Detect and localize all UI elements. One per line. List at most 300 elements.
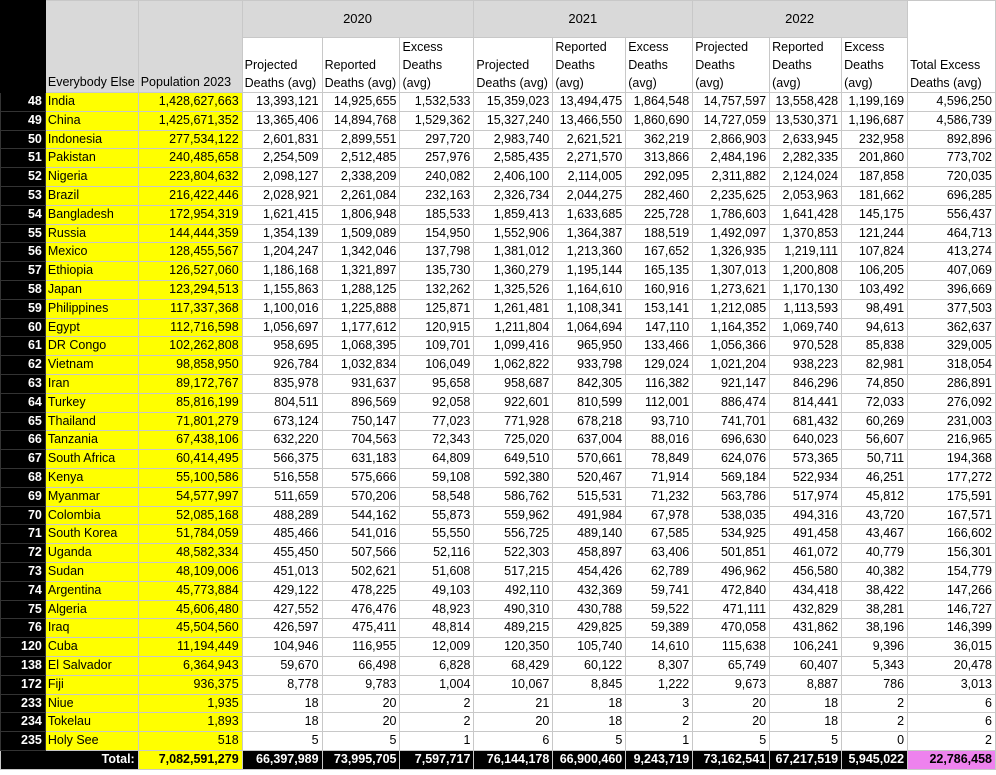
population-cell[interactable]: 123,294,513 (138, 280, 242, 299)
total-excess-cell[interactable]: 556,437 (908, 205, 996, 224)
projected-2020-cell[interactable]: 566,375 (242, 450, 322, 469)
reported-2020-cell[interactable]: 2,512,485 (322, 149, 400, 168)
reported-2022-cell[interactable]: 522,934 (770, 468, 842, 487)
population-cell[interactable]: 48,582,334 (138, 544, 242, 563)
reported-2020-cell[interactable]: 116,955 (322, 638, 400, 657)
total-excess-cell[interactable]: 318,054 (908, 356, 996, 375)
reported-2021-cell[interactable]: 8,845 (553, 675, 626, 694)
excess-2020-cell[interactable]: 49,103 (400, 581, 474, 600)
totals-label[interactable]: Total: (1, 750, 139, 769)
reported-2021-cell[interactable]: 491,984 (553, 506, 626, 525)
excess-2020-cell[interactable]: 1 (400, 732, 474, 751)
total-excess-cell[interactable]: 720,035 (908, 168, 996, 187)
excess-2020-cell[interactable]: 1,532,533 (400, 93, 474, 112)
projected-2021-cell[interactable]: 1,211,804 (474, 318, 553, 337)
population-cell[interactable]: 6,364,943 (138, 656, 242, 675)
reported-2022-cell[interactable]: 461,072 (770, 544, 842, 563)
excess-2022-cell[interactable]: 38,196 (842, 619, 908, 638)
row-rank-cell[interactable]: 64 (1, 393, 46, 412)
projected-2020-cell[interactable]: 673,124 (242, 412, 322, 431)
row-rank-cell[interactable]: 65 (1, 412, 46, 431)
row-rank-cell[interactable]: 71 (1, 525, 46, 544)
country-name-cell[interactable]: DR Congo (45, 337, 138, 356)
row-rank-cell[interactable]: 52 (1, 168, 46, 187)
projected-2020-cell[interactable]: 516,558 (242, 468, 322, 487)
excess-2021-cell[interactable]: 133,466 (626, 337, 693, 356)
total-excess-cell[interactable]: 413,274 (908, 243, 996, 262)
projected-2020-cell[interactable]: 104,946 (242, 638, 322, 657)
total-excess-cell[interactable]: 286,891 (908, 374, 996, 393)
projected-2021-cell[interactable]: 522,303 (474, 544, 553, 563)
population-cell[interactable]: 102,262,808 (138, 337, 242, 356)
projected-2022-cell[interactable]: 14,757,597 (693, 93, 770, 112)
excess-2022-cell[interactable]: 103,492 (842, 280, 908, 299)
reported-2022-cell[interactable]: 681,432 (770, 412, 842, 431)
excess-2021-cell[interactable]: 167,652 (626, 243, 693, 262)
population-cell[interactable]: 85,816,199 (138, 393, 242, 412)
excess-2021-cell[interactable]: 313,866 (626, 149, 693, 168)
excess-2021-cell[interactable]: 59,741 (626, 581, 693, 600)
country-name-cell[interactable]: Iraq (45, 619, 138, 638)
projected-2022-cell[interactable]: 115,638 (693, 638, 770, 657)
total-excess-cell[interactable]: 6 (908, 694, 996, 713)
excess-2020-cell[interactable]: 72,343 (400, 431, 474, 450)
excess-2022-cell[interactable]: 38,422 (842, 581, 908, 600)
projected-2021-cell[interactable]: 1,552,906 (474, 224, 553, 243)
population-cell[interactable]: 98,858,950 (138, 356, 242, 375)
excess-2020-cell[interactable]: 1,529,362 (400, 111, 474, 130)
col-header-excess-2020[interactable]: Excess Deaths (avg) (400, 38, 474, 93)
total-excess-cell[interactable]: 696,285 (908, 186, 996, 205)
projected-2020-cell[interactable]: 2,254,509 (242, 149, 322, 168)
reported-2020-cell[interactable]: 570,206 (322, 487, 400, 506)
projected-2022-cell[interactable]: 470,058 (693, 619, 770, 638)
country-name-cell[interactable]: Pakistan (45, 149, 138, 168)
reported-2022-cell[interactable]: 432,829 (770, 600, 842, 619)
projected-2022-cell[interactable]: 14,727,059 (693, 111, 770, 130)
excess-2022-cell[interactable]: 74,850 (842, 374, 908, 393)
reported-2021-cell[interactable]: 60,122 (553, 656, 626, 675)
reported-2022-cell[interactable]: 491,458 (770, 525, 842, 544)
row-rank-cell[interactable]: 60 (1, 318, 46, 337)
col-header-everybody-else[interactable]: Everybody Else (45, 1, 138, 93)
projected-2021-cell[interactable]: 1,062,822 (474, 356, 553, 375)
population-cell[interactable]: 1,428,627,663 (138, 93, 242, 112)
row-rank-cell[interactable]: 76 (1, 619, 46, 638)
reported-2022-cell[interactable]: 1,200,808 (770, 262, 842, 281)
projected-2020-cell[interactable]: 1,621,415 (242, 205, 322, 224)
reported-2022-cell[interactable]: 970,528 (770, 337, 842, 356)
excess-2020-cell[interactable]: 48,814 (400, 619, 474, 638)
country-name-cell[interactable]: Argentina (45, 581, 138, 600)
projected-2020-cell[interactable]: 13,365,406 (242, 111, 322, 130)
row-rank-cell[interactable]: 72 (1, 544, 46, 563)
total-excess-cell[interactable]: 2 (908, 732, 996, 751)
population-cell[interactable]: 45,606,480 (138, 600, 242, 619)
country-name-cell[interactable]: Egypt (45, 318, 138, 337)
total-excess-cell[interactable]: 362,637 (908, 318, 996, 337)
total-excess-cell[interactable]: 773,702 (908, 149, 996, 168)
excess-2020-cell[interactable]: 55,873 (400, 506, 474, 525)
country-name-cell[interactable]: El Salvador (45, 656, 138, 675)
excess-2020-cell[interactable]: 1,004 (400, 675, 474, 694)
country-name-cell[interactable]: Holy See (45, 732, 138, 751)
projected-2020-cell[interactable]: 455,450 (242, 544, 322, 563)
country-name-cell[interactable]: Fiji (45, 675, 138, 694)
country-name-cell[interactable]: Tokelau (45, 713, 138, 732)
reported-2021-cell[interactable]: 2,621,521 (553, 130, 626, 149)
projected-2021-cell[interactable]: 21 (474, 694, 553, 713)
reported-2020-cell[interactable]: 20 (322, 694, 400, 713)
excess-2020-cell[interactable]: 64,809 (400, 450, 474, 469)
projected-2022-cell[interactable]: 534,925 (693, 525, 770, 544)
projected-2022-cell[interactable]: 921,147 (693, 374, 770, 393)
population-cell[interactable]: 144,444,359 (138, 224, 242, 243)
excess-2020-cell[interactable]: 52,116 (400, 544, 474, 563)
population-cell[interactable]: 172,954,319 (138, 205, 242, 224)
projected-2021-cell[interactable]: 10,067 (474, 675, 553, 694)
population-cell[interactable]: 518 (138, 732, 242, 751)
reported-2021-cell[interactable]: 454,426 (553, 562, 626, 581)
reported-2022-cell[interactable]: 5 (770, 732, 842, 751)
excess-2022-cell[interactable]: 43,720 (842, 506, 908, 525)
totals-reported-2021[interactable]: 66,900,460 (553, 750, 626, 769)
projected-2022-cell[interactable]: 1,273,621 (693, 280, 770, 299)
row-rank-cell[interactable]: 54 (1, 205, 46, 224)
projected-2022-cell[interactable]: 472,840 (693, 581, 770, 600)
projected-2020-cell[interactable]: 59,670 (242, 656, 322, 675)
excess-2022-cell[interactable]: 40,779 (842, 544, 908, 563)
excess-2022-cell[interactable]: 232,958 (842, 130, 908, 149)
reported-2022-cell[interactable]: 60,407 (770, 656, 842, 675)
excess-2020-cell[interactable]: 6,828 (400, 656, 474, 675)
projected-2020-cell[interactable]: 511,659 (242, 487, 322, 506)
projected-2020-cell[interactable]: 451,013 (242, 562, 322, 581)
reported-2021-cell[interactable]: 18 (553, 713, 626, 732)
projected-2021-cell[interactable]: 1,859,413 (474, 205, 553, 224)
projected-2021-cell[interactable]: 492,110 (474, 581, 553, 600)
reported-2022-cell[interactable]: 1,113,593 (770, 299, 842, 318)
projected-2020-cell[interactable]: 958,695 (242, 337, 322, 356)
country-name-cell[interactable]: Bangladesh (45, 205, 138, 224)
excess-2020-cell[interactable]: 185,533 (400, 205, 474, 224)
grand-total-excess[interactable]: 22,786,458 (908, 750, 996, 769)
reported-2020-cell[interactable]: 750,147 (322, 412, 400, 431)
excess-2020-cell[interactable]: 257,976 (400, 149, 474, 168)
projected-2021-cell[interactable]: 2,406,100 (474, 168, 553, 187)
reported-2020-cell[interactable]: 2,899,551 (322, 130, 400, 149)
row-rank-cell[interactable]: 138 (1, 656, 46, 675)
reported-2021-cell[interactable]: 1,195,144 (553, 262, 626, 281)
excess-2022-cell[interactable]: 145,175 (842, 205, 908, 224)
projected-2022-cell[interactable]: 1,021,204 (693, 356, 770, 375)
projected-2020-cell[interactable]: 18 (242, 694, 322, 713)
excess-2021-cell[interactable]: 14,610 (626, 638, 693, 657)
excess-2020-cell[interactable]: 51,608 (400, 562, 474, 581)
totals-population[interactable]: 7,082,591,279 (138, 750, 242, 769)
population-cell[interactable]: 117,337,368 (138, 299, 242, 318)
row-rank-cell[interactable]: 235 (1, 732, 46, 751)
reported-2020-cell[interactable]: 1,225,888 (322, 299, 400, 318)
excess-2021-cell[interactable]: 2 (626, 713, 693, 732)
population-cell[interactable]: 11,194,449 (138, 638, 242, 657)
reported-2020-cell[interactable]: 1,068,395 (322, 337, 400, 356)
population-cell[interactable]: 1,893 (138, 713, 242, 732)
projected-2022-cell[interactable]: 2,311,882 (693, 168, 770, 187)
projected-2021-cell[interactable]: 1,381,012 (474, 243, 553, 262)
reported-2020-cell[interactable]: 507,566 (322, 544, 400, 563)
population-cell[interactable]: 51,784,059 (138, 525, 242, 544)
excess-2022-cell[interactable]: 0 (842, 732, 908, 751)
excess-2021-cell[interactable]: 153,141 (626, 299, 693, 318)
projected-2022-cell[interactable]: 1,056,366 (693, 337, 770, 356)
projected-2020-cell[interactable]: 1,354,139 (242, 224, 322, 243)
projected-2021-cell[interactable]: 2,326,734 (474, 186, 553, 205)
projected-2022-cell[interactable]: 886,474 (693, 393, 770, 412)
projected-2021-cell[interactable]: 559,962 (474, 506, 553, 525)
population-cell[interactable]: 54,577,997 (138, 487, 242, 506)
excess-2022-cell[interactable]: 106,205 (842, 262, 908, 281)
total-excess-cell[interactable]: 4,596,250 (908, 93, 996, 112)
row-rank-cell[interactable]: 120 (1, 638, 46, 657)
total-excess-cell[interactable]: 407,069 (908, 262, 996, 281)
excess-2020-cell[interactable]: 106,049 (400, 356, 474, 375)
excess-2022-cell[interactable]: 38,281 (842, 600, 908, 619)
excess-2022-cell[interactable]: 201,860 (842, 149, 908, 168)
excess-2022-cell[interactable]: 60,269 (842, 412, 908, 431)
row-rank-cell[interactable]: 172 (1, 675, 46, 694)
projected-2020-cell[interactable]: 2,601,831 (242, 130, 322, 149)
reported-2020-cell[interactable]: 478,225 (322, 581, 400, 600)
excess-2021-cell[interactable]: 67,585 (626, 525, 693, 544)
excess-2022-cell[interactable]: 1,199,169 (842, 93, 908, 112)
totals-reported-2020[interactable]: 73,995,705 (322, 750, 400, 769)
projected-2021-cell[interactable]: 15,327,240 (474, 111, 553, 130)
row-rank-cell[interactable]: 74 (1, 581, 46, 600)
row-rank-cell[interactable]: 69 (1, 487, 46, 506)
row-rank-cell[interactable]: 234 (1, 713, 46, 732)
reported-2021-cell[interactable]: 1,164,610 (553, 280, 626, 299)
projected-2020-cell[interactable]: 1,186,168 (242, 262, 322, 281)
reported-2020-cell[interactable]: 1,288,125 (322, 280, 400, 299)
reported-2022-cell[interactable]: 434,418 (770, 581, 842, 600)
projected-2022-cell[interactable]: 5 (693, 732, 770, 751)
total-excess-cell[interactable]: 146,399 (908, 619, 996, 638)
excess-2022-cell[interactable]: 1,196,687 (842, 111, 908, 130)
country-name-cell[interactable]: Ethiopia (45, 262, 138, 281)
reported-2022-cell[interactable]: 13,558,428 (770, 93, 842, 112)
projected-2021-cell[interactable]: 6 (474, 732, 553, 751)
country-name-cell[interactable]: Brazil (45, 186, 138, 205)
projected-2020-cell[interactable]: 485,466 (242, 525, 322, 544)
projected-2020-cell[interactable]: 835,978 (242, 374, 322, 393)
excess-2020-cell[interactable]: 95,658 (400, 374, 474, 393)
population-cell[interactable]: 936,375 (138, 675, 242, 694)
reported-2022-cell[interactable]: 1,219,111 (770, 243, 842, 262)
col-header-reported-2021[interactable]: Reported Deaths (avg) (553, 38, 626, 93)
projected-2022-cell[interactable]: 2,866,903 (693, 130, 770, 149)
reported-2021-cell[interactable]: 570,661 (553, 450, 626, 469)
excess-2020-cell[interactable]: 132,262 (400, 280, 474, 299)
excess-2021-cell[interactable]: 225,728 (626, 205, 693, 224)
projected-2020-cell[interactable]: 804,511 (242, 393, 322, 412)
reported-2022-cell[interactable]: 18 (770, 713, 842, 732)
projected-2020-cell[interactable]: 926,784 (242, 356, 322, 375)
reported-2022-cell[interactable]: 18 (770, 694, 842, 713)
reported-2021-cell[interactable]: 965,950 (553, 337, 626, 356)
reported-2022-cell[interactable]: 846,296 (770, 374, 842, 393)
excess-2021-cell[interactable]: 362,219 (626, 130, 693, 149)
reported-2020-cell[interactable]: 475,411 (322, 619, 400, 638)
projected-2021-cell[interactable]: 1,325,526 (474, 280, 553, 299)
excess-2022-cell[interactable]: 181,662 (842, 186, 908, 205)
projected-2021-cell[interactable]: 489,215 (474, 619, 553, 638)
row-rank-cell[interactable]: 73 (1, 562, 46, 581)
col-header-projected-2021[interactable]: Projected Deaths (avg) (474, 38, 553, 93)
reported-2021-cell[interactable]: 489,140 (553, 525, 626, 544)
projected-2021-cell[interactable]: 1,360,279 (474, 262, 553, 281)
projected-2020-cell[interactable]: 2,098,127 (242, 168, 322, 187)
total-excess-cell[interactable]: 154,779 (908, 562, 996, 581)
reported-2022-cell[interactable]: 2,053,963 (770, 186, 842, 205)
projected-2022-cell[interactable]: 2,484,196 (693, 149, 770, 168)
row-rank-cell[interactable]: 53 (1, 186, 46, 205)
projected-2021-cell[interactable]: 556,725 (474, 525, 553, 544)
total-excess-cell[interactable]: 329,005 (908, 337, 996, 356)
excess-2022-cell[interactable]: 5,343 (842, 656, 908, 675)
excess-2020-cell[interactable]: 12,009 (400, 638, 474, 657)
reported-2021-cell[interactable]: 18 (553, 694, 626, 713)
col-header-excess-2021[interactable]: Excess Deaths (avg) (626, 38, 693, 93)
excess-2022-cell[interactable]: 82,981 (842, 356, 908, 375)
excess-2020-cell[interactable]: 58,548 (400, 487, 474, 506)
reported-2020-cell[interactable]: 1,321,897 (322, 262, 400, 281)
excess-2022-cell[interactable]: 40,382 (842, 562, 908, 581)
excess-2021-cell[interactable]: 165,135 (626, 262, 693, 281)
reported-2020-cell[interactable]: 2,261,084 (322, 186, 400, 205)
totals-projected-2021[interactable]: 76,144,178 (474, 750, 553, 769)
reported-2022-cell[interactable]: 8,887 (770, 675, 842, 694)
row-rank-cell[interactable]: 57 (1, 262, 46, 281)
row-rank-cell[interactable]: 49 (1, 111, 46, 130)
excess-2021-cell[interactable]: 1,860,690 (626, 111, 693, 130)
year-header-2022[interactable]: 2022 (693, 1, 908, 38)
projected-2020-cell[interactable]: 1,100,016 (242, 299, 322, 318)
col-header-population[interactable]: Population 2023 (138, 1, 242, 93)
projected-2021-cell[interactable]: 2,585,435 (474, 149, 553, 168)
col-header-reported-2020[interactable]: Reported Deaths (avg) (322, 38, 400, 93)
projected-2021-cell[interactable]: 120,350 (474, 638, 553, 657)
projected-2022-cell[interactable]: 569,184 (693, 468, 770, 487)
reported-2020-cell[interactable]: 544,162 (322, 506, 400, 525)
reported-2021-cell[interactable]: 2,271,570 (553, 149, 626, 168)
reported-2021-cell[interactable]: 678,218 (553, 412, 626, 431)
projected-2021-cell[interactable]: 649,510 (474, 450, 553, 469)
reported-2021-cell[interactable]: 105,740 (553, 638, 626, 657)
total-excess-cell[interactable]: 166,602 (908, 525, 996, 544)
projected-2020-cell[interactable]: 1,155,863 (242, 280, 322, 299)
population-cell[interactable]: 1,425,671,352 (138, 111, 242, 130)
country-name-cell[interactable]: China (45, 111, 138, 130)
excess-2021-cell[interactable]: 188,519 (626, 224, 693, 243)
country-name-cell[interactable]: Nigeria (45, 168, 138, 187)
excess-2020-cell[interactable]: 59,108 (400, 468, 474, 487)
excess-2020-cell[interactable]: 137,798 (400, 243, 474, 262)
population-cell[interactable]: 240,485,658 (138, 149, 242, 168)
excess-2020-cell[interactable]: 240,082 (400, 168, 474, 187)
reported-2021-cell[interactable]: 429,825 (553, 619, 626, 638)
country-name-cell[interactable]: Myanmar (45, 487, 138, 506)
projected-2021-cell[interactable]: 958,687 (474, 374, 553, 393)
total-excess-cell[interactable]: 377,503 (908, 299, 996, 318)
reported-2021-cell[interactable]: 2,114,005 (553, 168, 626, 187)
col-header-reported-2022[interactable]: Reported Deaths (avg) (770, 38, 842, 93)
reported-2021-cell[interactable]: 1,633,685 (553, 205, 626, 224)
excess-2022-cell[interactable]: 9,396 (842, 638, 908, 657)
excess-2022-cell[interactable]: 2 (842, 694, 908, 713)
excess-2022-cell[interactable]: 98,491 (842, 299, 908, 318)
row-rank-cell[interactable]: 58 (1, 280, 46, 299)
row-rank-cell[interactable]: 70 (1, 506, 46, 525)
reported-2021-cell[interactable]: 13,494,475 (553, 93, 626, 112)
projected-2021-cell[interactable]: 68,429 (474, 656, 553, 675)
reported-2021-cell[interactable]: 810,599 (553, 393, 626, 412)
reported-2021-cell[interactable]: 933,798 (553, 356, 626, 375)
population-cell[interactable]: 67,438,106 (138, 431, 242, 450)
projected-2020-cell[interactable]: 1,204,247 (242, 243, 322, 262)
reported-2021-cell[interactable]: 1,364,387 (553, 224, 626, 243)
excess-2021-cell[interactable]: 112,001 (626, 393, 693, 412)
row-rank-cell[interactable]: 63 (1, 374, 46, 393)
reported-2022-cell[interactable]: 1,641,428 (770, 205, 842, 224)
total-excess-cell[interactable]: 156,301 (908, 544, 996, 563)
excess-2022-cell[interactable]: 121,244 (842, 224, 908, 243)
projected-2021-cell[interactable]: 725,020 (474, 431, 553, 450)
projected-2021-cell[interactable]: 517,215 (474, 562, 553, 581)
total-excess-cell[interactable]: 177,272 (908, 468, 996, 487)
total-excess-cell[interactable]: 464,713 (908, 224, 996, 243)
col-header-projected-2020[interactable]: Projected Deaths (avg) (242, 38, 322, 93)
excess-2021-cell[interactable]: 63,406 (626, 544, 693, 563)
country-name-cell[interactable]: Kenya (45, 468, 138, 487)
country-name-cell[interactable]: India (45, 93, 138, 112)
excess-2021-cell[interactable]: 129,024 (626, 356, 693, 375)
reported-2021-cell[interactable]: 432,369 (553, 581, 626, 600)
reported-2022-cell[interactable]: 2,282,335 (770, 149, 842, 168)
total-excess-cell[interactable]: 194,368 (908, 450, 996, 469)
country-name-cell[interactable]: Uganda (45, 544, 138, 563)
population-cell[interactable]: 128,455,567 (138, 243, 242, 262)
excess-2020-cell[interactable]: 2 (400, 694, 474, 713)
year-header-2020[interactable]: 2020 (242, 1, 474, 38)
excess-2021-cell[interactable]: 71,914 (626, 468, 693, 487)
excess-2020-cell[interactable]: 55,550 (400, 525, 474, 544)
reported-2020-cell[interactable]: 9,783 (322, 675, 400, 694)
reported-2020-cell[interactable]: 14,894,768 (322, 111, 400, 130)
population-cell[interactable]: 60,414,495 (138, 450, 242, 469)
excess-2022-cell[interactable]: 45,812 (842, 487, 908, 506)
reported-2020-cell[interactable]: 541,016 (322, 525, 400, 544)
country-name-cell[interactable]: Iran (45, 374, 138, 393)
country-name-cell[interactable]: Niue (45, 694, 138, 713)
projected-2022-cell[interactable]: 471,111 (693, 600, 770, 619)
projected-2022-cell[interactable]: 563,786 (693, 487, 770, 506)
projected-2020-cell[interactable]: 632,220 (242, 431, 322, 450)
reported-2020-cell[interactable]: 575,666 (322, 468, 400, 487)
reported-2022-cell[interactable]: 431,862 (770, 619, 842, 638)
total-excess-cell[interactable]: 216,965 (908, 431, 996, 450)
country-name-cell[interactable]: Sudan (45, 562, 138, 581)
